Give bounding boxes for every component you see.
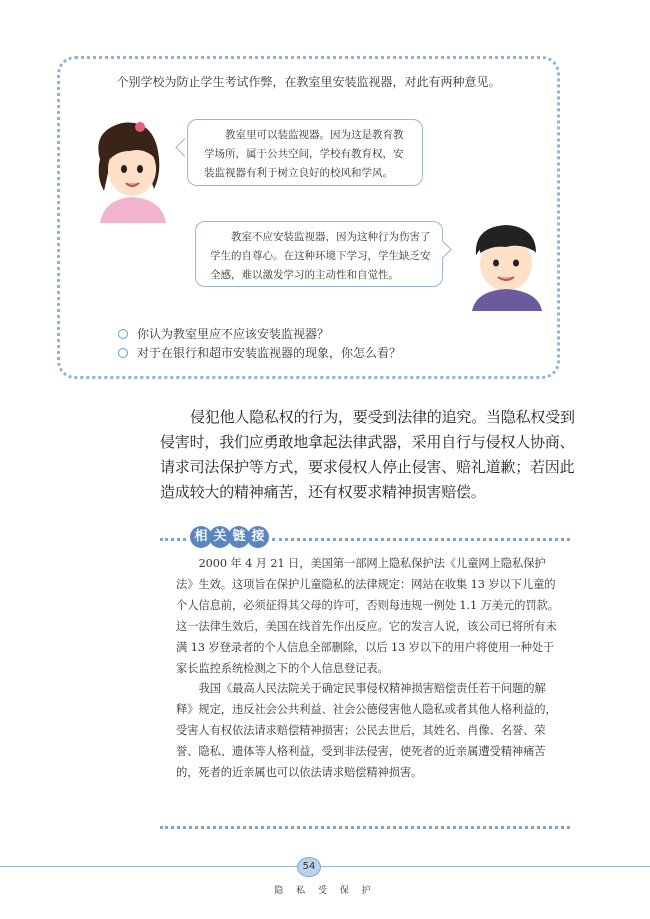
opinion-against-bubble: 教室不应安装监视器，因为这种行为伤害了学生的自尊心。在这种环境下学习，学生缺乏安全感，难以激发学习的主动性和自觉性。 (195, 221, 443, 287)
tag-char: 关 (209, 526, 231, 548)
question-item (118, 344, 401, 361)
case-intro-text: 个别学校为防止学生考试作弊，在教室里安装监视器，对此有两种意见。 (116, 75, 501, 89)
divider (160, 538, 186, 541)
question-text: 你认为教室里应不应该安装监视器？ (137, 327, 330, 341)
link-paragraph: 2000 年 4 月 21 日，美国第一部网上隐私保护法《儿童网上隐私保护法》生效。这项旨在保护儿童隐私的法律规定：网站在收集 13 岁以下儿童的个人信息前，必须征得其父母的许可，否则每违规一例处 1.1 万美元的罚款。这一法律生效后，美国在线首先作出反应。它的发言人说，该公司已将所有未满 13 岁登录者的个人信息全部删除，以后 13 岁以下的用户将使用一种处于家长监控系统检测之下的个人信息登记表。 (176, 557, 559, 675)
tag-char: 链 (228, 526, 250, 548)
circle-bullet-icon (118, 329, 128, 339)
boy-illustration (462, 219, 552, 311)
page-number: 54 (297, 857, 321, 877)
case-discussion-box (57, 56, 560, 379)
related-link-body (176, 554, 560, 784)
related-link-tag (190, 526, 268, 550)
related-link-heading (160, 526, 570, 552)
divider (272, 538, 570, 541)
divider (160, 826, 570, 829)
opinion-for-bubble: 教室里可以装监视器。因为这是教育教学场所，属于公共空间，学校有教育权，安装监视器有利于树立良好的校风和学风。 (187, 119, 423, 186)
footer-title: 隐 私 受 保 护 (274, 886, 376, 896)
footer-rule (0, 866, 650, 867)
tag-char: 相 (190, 526, 212, 548)
tag-char: 接 (247, 526, 269, 548)
circle-bullet-icon (118, 348, 128, 358)
question-text: 对于在银行和超市安装监视器的现象，你怎么看？ (137, 346, 402, 360)
girl-illustration (82, 111, 182, 223)
question-item (118, 325, 329, 342)
link-paragraph: 我国《最高人民法院关于确定民事侵权精神损害赔偿责任若干问题的解释》规定，违反社会公共利益、社会公德侵害他人隐私或者其他人格利益的，受害人有权依法请求赔偿精神损害；公民去世后，其姓名、肖像、名誉、荣誉、隐私、遗体等人格利益，受到非法侵害，使死者的近亲属遭受精神痛苦的，死者的近亲属也可以依法请求赔偿精神损害。 (176, 682, 557, 780)
main-paragraph: 侵犯他人隐私权的行为，要受到法律的追究。当隐私权受到侵害时，我们应勇敢地拿起法律武器，采用自行与侵权人协商、请求司法保护等方式，要求侵权人停止侵害、赔礼道歉；若因此造成较大的精神痛苦，还有权要求精神损害赔偿。 (160, 408, 575, 501)
